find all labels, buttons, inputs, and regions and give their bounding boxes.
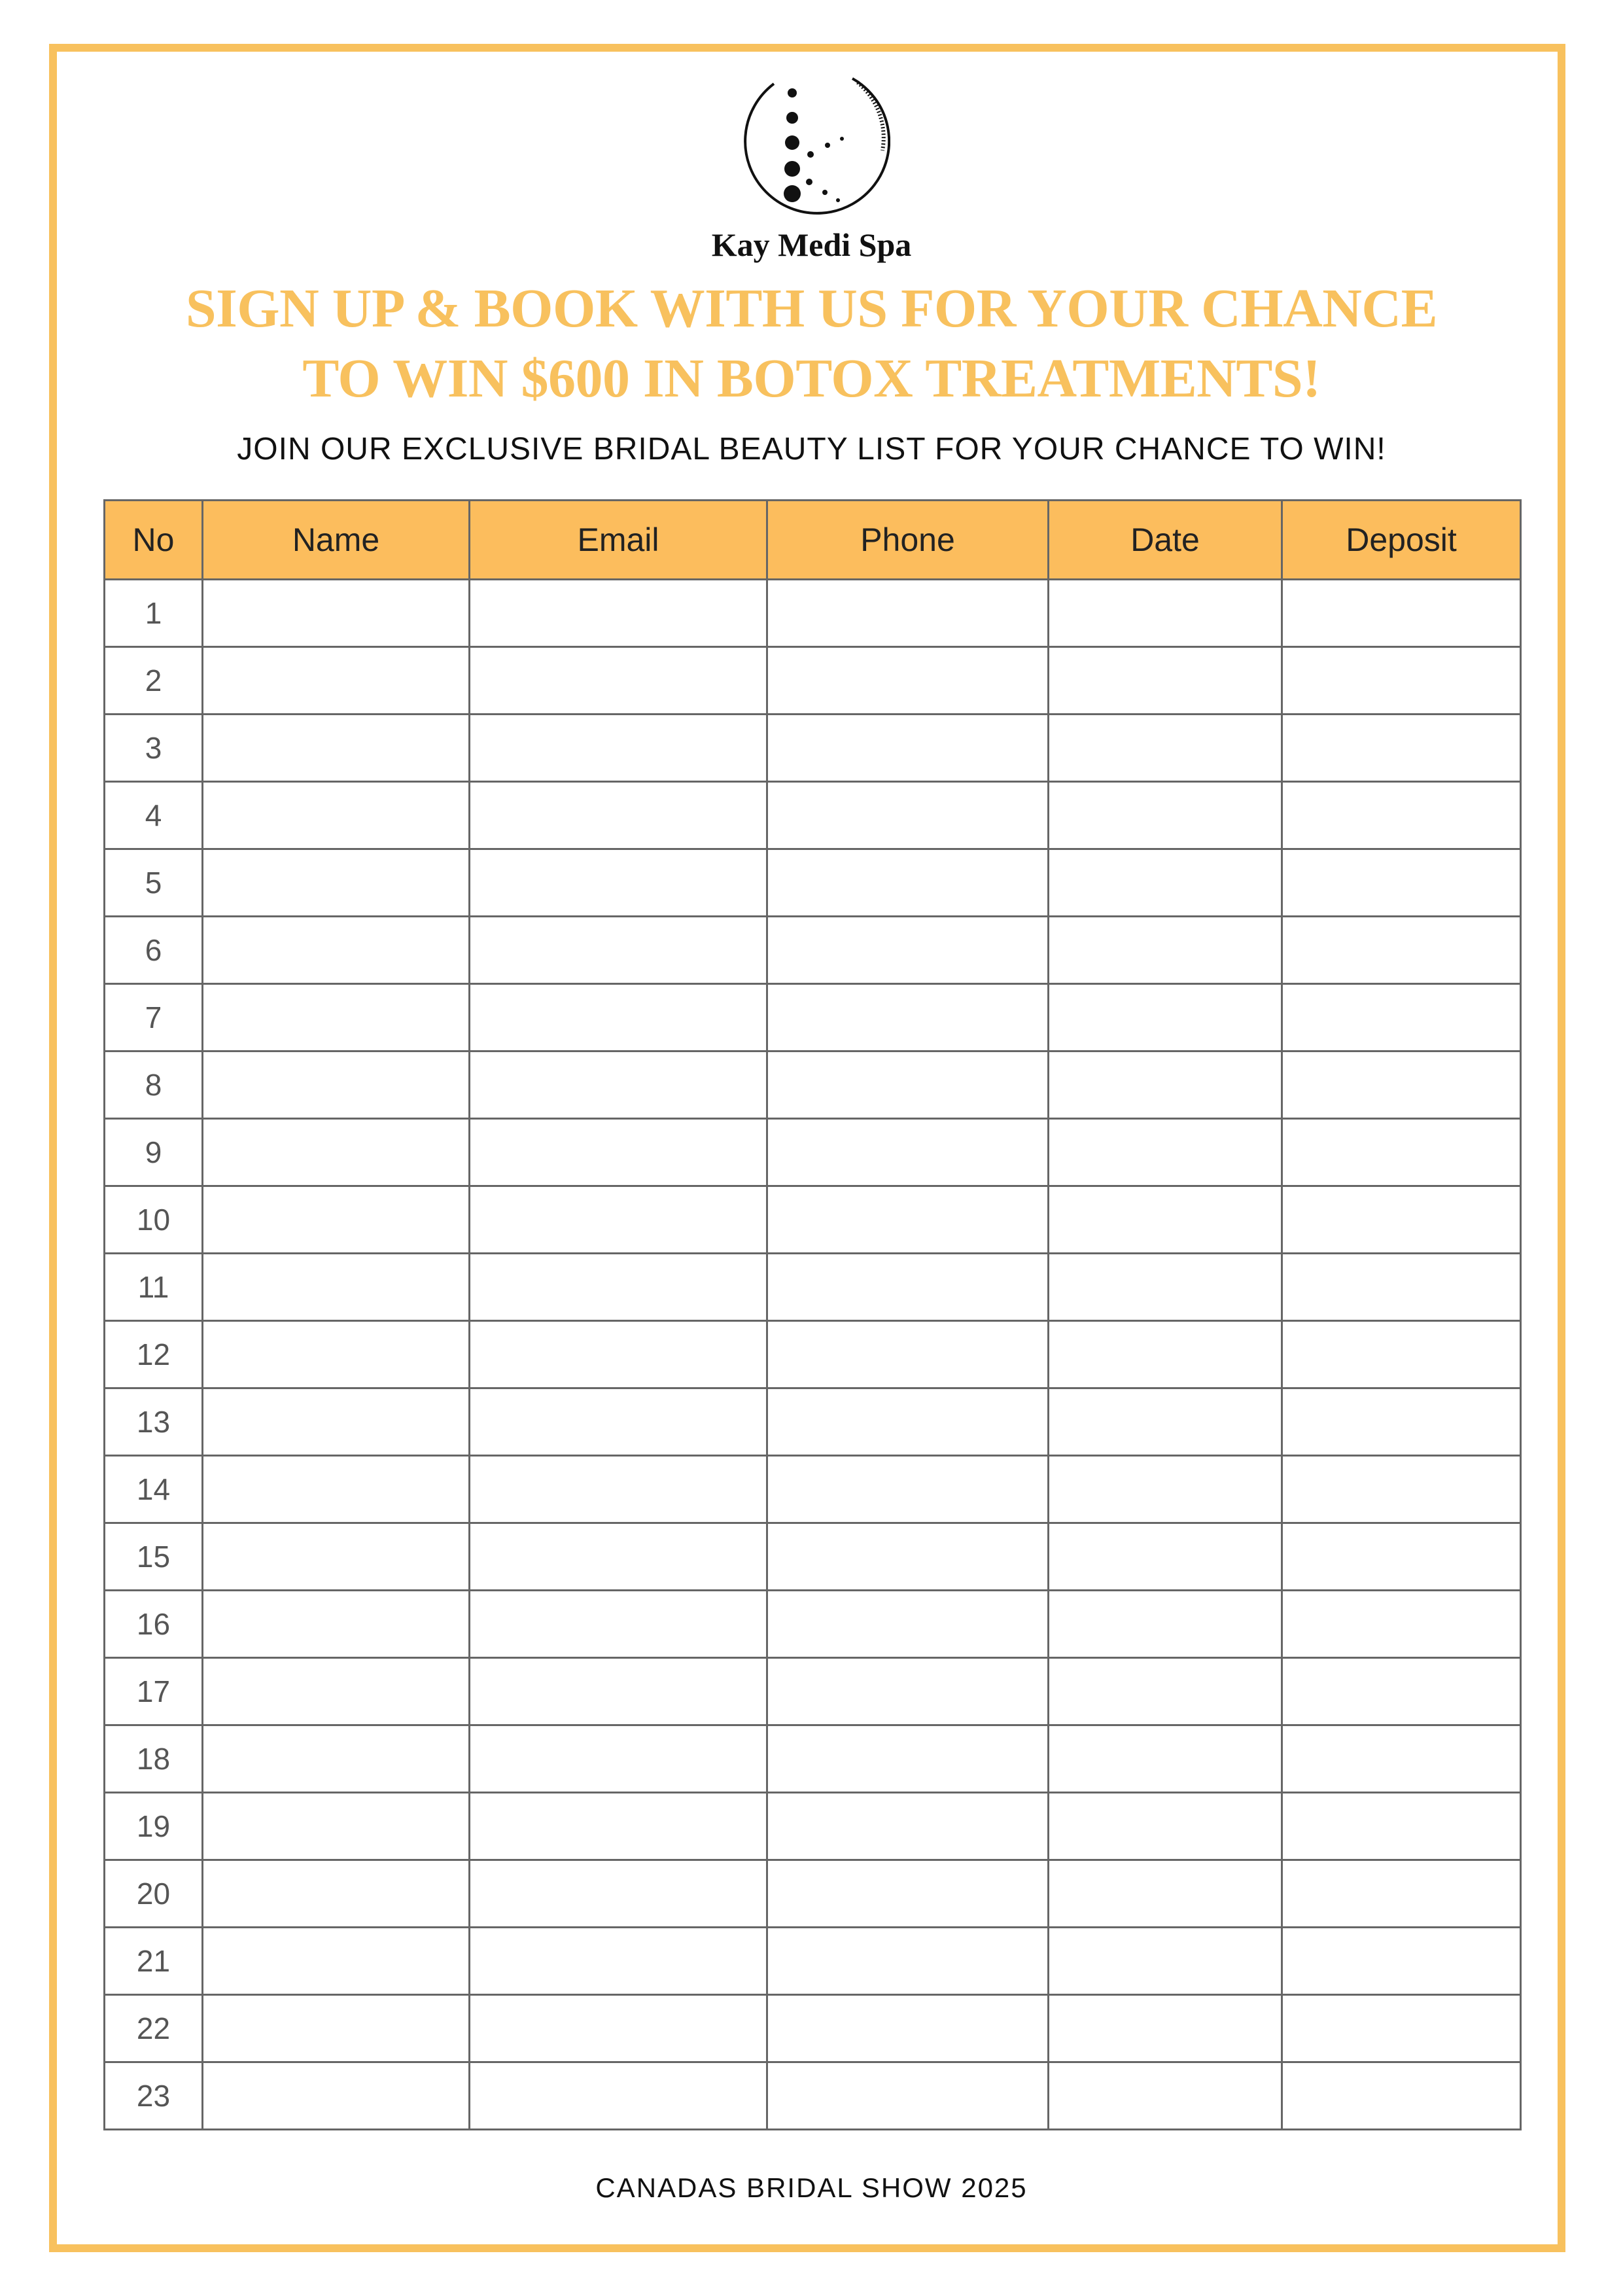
row-number: 13 [105, 1388, 203, 1456]
deposit-cell[interactable] [1282, 715, 1521, 782]
phone-cell[interactable] [767, 1658, 1049, 1725]
row-number: 14 [105, 1456, 203, 1523]
row-number: 1 [105, 580, 203, 647]
email-cell[interactable] [470, 782, 767, 849]
date-cell[interactable] [1049, 1658, 1282, 1725]
date-cell[interactable] [1049, 1793, 1282, 1860]
table-row [105, 1591, 1521, 1658]
date-cell[interactable] [1049, 1254, 1282, 1321]
date-cell[interactable] [1049, 917, 1282, 984]
column-header-date: Date [1049, 501, 1282, 580]
row-number: 2 [105, 647, 203, 715]
phone-cell[interactable] [767, 1456, 1049, 1523]
row-number: 3 [105, 715, 203, 782]
phone-cell[interactable] [767, 647, 1049, 715]
footer-event-name: CANADAS BRIDAL SHOW 2025 [595, 2172, 1028, 2203]
name-cell[interactable] [203, 1591, 470, 1658]
name-cell[interactable] [203, 1456, 470, 1523]
email-cell[interactable] [470, 1321, 767, 1388]
phone-cell[interactable] [767, 1321, 1049, 1388]
table-row [105, 1860, 1521, 1928]
column-header-name: Name [203, 501, 470, 580]
name-cell[interactable] [203, 1793, 470, 1860]
name-cell[interactable] [203, 580, 470, 647]
row-number: 17 [105, 1658, 203, 1725]
subtitle: JOIN OUR EXCLUSIVE BRIDAL BEAUTY LIST FOR YOUR CHANCE TO WIN! [237, 432, 1386, 467]
deposit-cell[interactable] [1282, 1119, 1521, 1186]
date-cell[interactable] [1049, 1456, 1282, 1523]
table-row [105, 849, 1521, 917]
table-row [105, 1793, 1521, 1860]
deposit-cell[interactable] [1282, 1928, 1521, 1995]
date-cell[interactable] [1049, 1995, 1282, 2062]
name-cell[interactable] [203, 984, 470, 1051]
name-cell[interactable] [203, 1119, 470, 1186]
table-row [105, 1928, 1521, 1995]
email-cell[interactable] [470, 917, 767, 984]
date-cell[interactable] [1049, 647, 1282, 715]
row-number: 10 [105, 1186, 203, 1254]
deposit-cell[interactable] [1282, 1388, 1521, 1456]
phone-cell[interactable] [767, 917, 1049, 984]
name-cell[interactable] [203, 1725, 470, 1793]
table-row [105, 1186, 1521, 1254]
row-number: 15 [105, 1523, 203, 1591]
deposit-cell[interactable] [1282, 1860, 1521, 1928]
date-cell[interactable] [1049, 580, 1282, 647]
k-dots-circle-logo-icon [736, 65, 890, 220]
email-cell[interactable] [470, 1119, 767, 1186]
name-cell[interactable] [203, 1860, 470, 1928]
deposit-cell[interactable] [1282, 782, 1521, 849]
date-cell[interactable] [1049, 1388, 1282, 1456]
row-number: 8 [105, 1051, 203, 1119]
deposit-cell[interactable] [1282, 1456, 1521, 1523]
phone-cell[interactable] [767, 1254, 1049, 1321]
row-number: 6 [105, 917, 203, 984]
name-cell[interactable] [203, 1658, 470, 1725]
email-cell[interactable] [470, 1995, 767, 2062]
table-row [105, 917, 1521, 984]
email-cell[interactable] [470, 984, 767, 1051]
name-cell[interactable] [203, 849, 470, 917]
date-cell[interactable] [1049, 1860, 1282, 1928]
deposit-cell[interactable] [1282, 1725, 1521, 1793]
email-cell[interactable] [470, 580, 767, 647]
deposit-cell[interactable] [1282, 1321, 1521, 1388]
phone-cell[interactable] [767, 580, 1049, 647]
name-cell[interactable] [203, 647, 470, 715]
table-row [105, 647, 1521, 715]
table-row [105, 1388, 1521, 1456]
phone-cell[interactable] [767, 2062, 1049, 2130]
email-cell[interactable] [470, 1793, 767, 1860]
email-cell[interactable] [470, 1051, 767, 1119]
table-row [105, 1658, 1521, 1725]
deposit-cell[interactable] [1282, 2062, 1521, 2130]
email-cell[interactable] [470, 1254, 767, 1321]
headline-line-2: TO WIN $600 IN BOTOX TREATMENTS! [302, 348, 1321, 409]
date-cell[interactable] [1049, 1321, 1282, 1388]
email-cell[interactable] [470, 2062, 767, 2130]
date-cell[interactable] [1049, 715, 1282, 782]
name-cell[interactable] [203, 917, 470, 984]
phone-cell[interactable] [767, 1388, 1049, 1456]
row-number: 18 [105, 1725, 203, 1793]
phone-cell[interactable] [767, 1591, 1049, 1658]
deposit-cell[interactable] [1282, 1793, 1521, 1860]
deposit-cell[interactable] [1282, 647, 1521, 715]
name-cell[interactable] [203, 2062, 470, 2130]
row-number: 20 [105, 1860, 203, 1928]
table-row [105, 715, 1521, 782]
email-cell[interactable] [470, 1523, 767, 1591]
name-cell[interactable] [203, 1523, 470, 1591]
row-number: 19 [105, 1793, 203, 1860]
row-number: 23 [105, 2062, 203, 2130]
date-cell[interactable] [1049, 1119, 1282, 1186]
table-row [105, 580, 1521, 647]
deposit-cell[interactable] [1282, 917, 1521, 984]
phone-cell[interactable] [767, 1119, 1049, 1186]
deposit-cell[interactable] [1282, 1186, 1521, 1254]
name-cell[interactable] [203, 1254, 470, 1321]
table-row [105, 1725, 1521, 1793]
row-number: 9 [105, 1119, 203, 1186]
name-cell[interactable] [203, 1186, 470, 1254]
table-row [105, 2062, 1521, 2130]
phone-cell[interactable] [767, 1725, 1049, 1793]
deposit-cell[interactable] [1282, 1523, 1521, 1591]
column-header-deposit: Deposit [1282, 501, 1521, 580]
date-cell[interactable] [1049, 1591, 1282, 1658]
brand-name: Kay Medi Spa [711, 226, 912, 263]
column-header-email: Email [470, 501, 767, 580]
headline-line-1: SIGN UP & BOOK WITH US FOR YOUR CHANCE [185, 278, 1438, 339]
phone-cell[interactable] [767, 715, 1049, 782]
date-cell[interactable] [1049, 1186, 1282, 1254]
date-cell[interactable] [1049, 1051, 1282, 1119]
name-cell[interactable] [203, 1995, 470, 2062]
table-row [105, 1523, 1521, 1591]
row-number: 16 [105, 1591, 203, 1658]
email-cell[interactable] [470, 1456, 767, 1523]
email-cell[interactable] [470, 1928, 767, 1995]
deposit-cell[interactable] [1282, 1254, 1521, 1321]
deposit-cell[interactable] [1282, 1591, 1521, 1658]
row-number: 11 [105, 1254, 203, 1321]
table-row [105, 984, 1521, 1051]
email-cell[interactable] [470, 1186, 767, 1254]
table-row [105, 1051, 1521, 1119]
row-number: 5 [105, 849, 203, 917]
date-cell[interactable] [1049, 2062, 1282, 2130]
deposit-cell[interactable] [1282, 1051, 1521, 1119]
phone-cell[interactable] [767, 1860, 1049, 1928]
row-number: 12 [105, 1321, 203, 1388]
name-cell[interactable] [203, 1051, 470, 1119]
email-cell[interactable] [470, 1591, 767, 1658]
column-header-phone: Phone [767, 501, 1049, 580]
name-cell[interactable] [203, 1321, 470, 1388]
deposit-cell[interactable] [1282, 1658, 1521, 1725]
row-number: 7 [105, 984, 203, 1051]
deposit-cell[interactable] [1282, 849, 1521, 917]
phone-cell[interactable] [767, 1928, 1049, 1995]
phone-cell[interactable] [767, 984, 1049, 1051]
date-cell[interactable] [1049, 1928, 1282, 1995]
date-cell[interactable] [1049, 1523, 1282, 1591]
table-row [105, 1119, 1521, 1186]
deposit-cell[interactable] [1282, 580, 1521, 647]
date-cell[interactable] [1049, 782, 1282, 849]
name-cell[interactable] [203, 715, 470, 782]
email-cell[interactable] [470, 1725, 767, 1793]
column-header-no: No [105, 501, 203, 580]
email-cell[interactable] [470, 849, 767, 917]
table-row [105, 1995, 1521, 2062]
phone-cell[interactable] [767, 1995, 1049, 2062]
row-number: 4 [105, 782, 203, 849]
table-row [105, 1254, 1521, 1321]
table-row [105, 1321, 1521, 1388]
date-cell[interactable] [1049, 984, 1282, 1051]
name-cell[interactable] [203, 1388, 470, 1456]
row-number: 22 [105, 1995, 203, 2062]
table-row [105, 1456, 1521, 1523]
phone-cell[interactable] [767, 1186, 1049, 1254]
deposit-cell[interactable] [1282, 984, 1521, 1051]
email-cell[interactable] [470, 1388, 767, 1456]
phone-cell[interactable] [767, 849, 1049, 917]
email-cell[interactable] [470, 647, 767, 715]
date-cell[interactable] [1049, 1725, 1282, 1793]
deposit-cell[interactable] [1282, 1995, 1521, 2062]
phone-cell[interactable] [767, 1523, 1049, 1591]
phone-cell[interactable] [767, 1793, 1049, 1860]
email-cell[interactable] [470, 1860, 767, 1928]
signup-table [103, 499, 1522, 2130]
name-cell[interactable] [203, 1928, 470, 1995]
phone-cell[interactable] [767, 782, 1049, 849]
name-cell[interactable] [203, 782, 470, 849]
phone-cell[interactable] [767, 1051, 1049, 1119]
table-header-row [105, 501, 1521, 580]
date-cell[interactable] [1049, 849, 1282, 917]
email-cell[interactable] [470, 1658, 767, 1725]
row-number: 21 [105, 1928, 203, 1995]
table-row [105, 782, 1521, 849]
email-cell[interactable] [470, 715, 767, 782]
